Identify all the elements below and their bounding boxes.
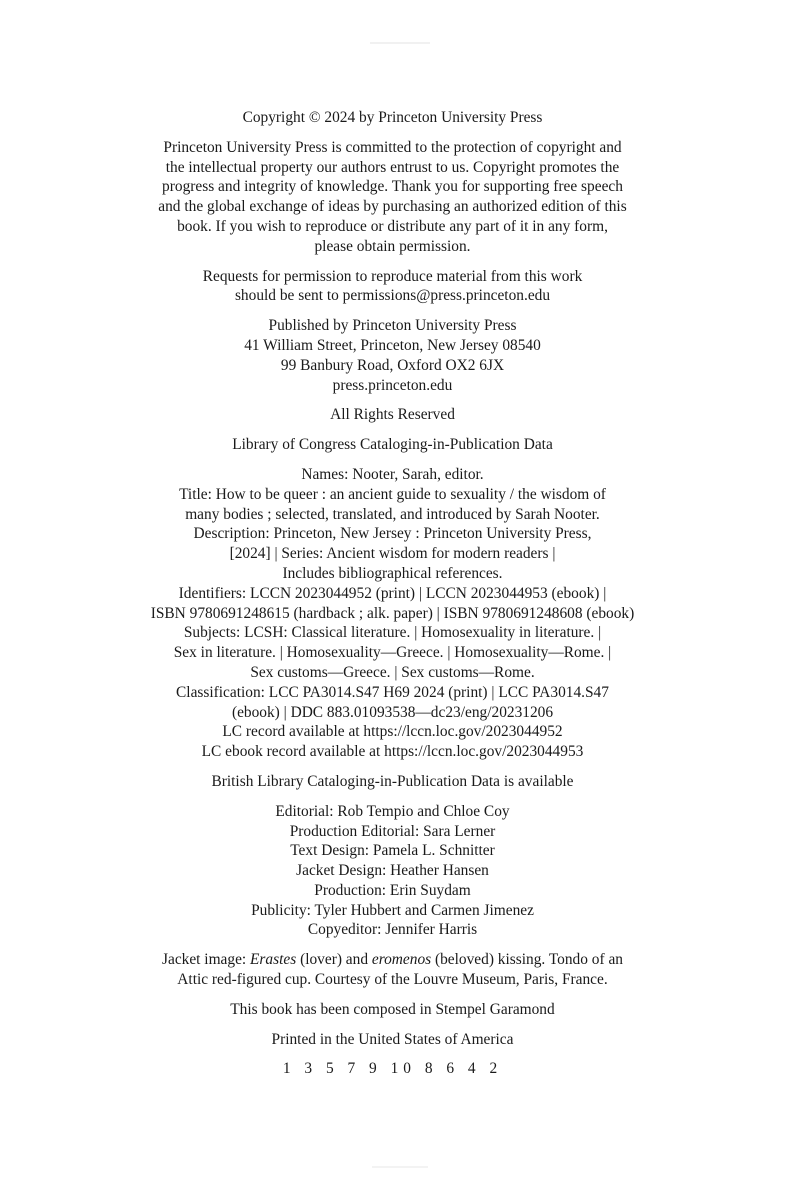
cip-line: Names: Nooter, Sarah, editor.	[301, 465, 484, 483]
cip-line: Includes bibliographical references.	[282, 564, 503, 582]
credit-line: Publicity: Tyler Hubbert and Carmen Jimenez	[251, 901, 534, 919]
typeface-note	[100, 1000, 685, 1020]
cip-line: ISBN 9780691248615 (hardback ; alk. paper) | ISBN 9780691248608 (ebook)	[150, 604, 635, 622]
publisher-address	[100, 316, 685, 395]
copyright-line: Copyright © 2024 by Princeton University Press	[242, 109, 543, 126]
publisher-line: 41 William Street, Princeton, New Jersey 08540	[244, 336, 541, 354]
cip-line: [2024] | Series: Ancient wisdom for modern readers |	[229, 545, 556, 563]
requests-line: should be sent to permissions@press.princeton.edu	[234, 287, 551, 305]
commitment-line: progress and integrity of knowledge. Thank you for supporting free speech	[162, 178, 623, 196]
rights-reserved	[100, 405, 685, 425]
permission-requests	[100, 267, 685, 307]
cip-line: LC ebook record available at https://lccn.loc.gov/2023044953	[201, 743, 584, 761]
credit-line: Text Design: Pamela L. Schnitter	[290, 842, 495, 860]
cip-line: Identifiers: LCCN 2023044952 (print) | LCCN 2023044953 (ebook) |	[178, 584, 607, 602]
cip-line: (ebook) | DDC 883.01093538—dc23/eng/20231206	[231, 703, 554, 721]
credit-line: Production: Erin Suydam	[314, 881, 471, 899]
requests-line: Requests for permission to reproduce material from this work	[202, 267, 583, 285]
printing-country	[100, 1030, 685, 1050]
jacket-label: Jacket image:	[162, 951, 251, 969]
credit-line: Jacket Design: Heather Hansen	[296, 862, 489, 880]
commitment-line: and the global exchange of ideas by purchasing an authorized edition of this	[158, 198, 627, 216]
publisher-line: Published by Princeton University Press	[268, 317, 517, 335]
commitment-line: Princeton University Press is committed to the protection of copyright and	[163, 138, 622, 156]
jacket-image-credit	[100, 950, 685, 990]
copyright-text-column	[100, 108, 685, 1089]
print-line-numbers: 1 3 5 7 9 10 8 6 4 2	[282, 1060, 503, 1078]
page-top-mark	[370, 42, 430, 44]
credit-line: Production Editorial: Sara Lerner	[289, 822, 496, 840]
jacket-line-1	[100, 950, 685, 970]
cip-line: Sex in literature. | Homosexuality—Greece. | Homosexuality—Rome. |	[173, 644, 612, 662]
jacket-erastes: Erastes	[250, 951, 297, 969]
lc-heading-line: Library of Congress Cataloging-in-Publication Data	[232, 436, 553, 454]
british-library-line: British Library Cataloging-in-Publication Data is available	[211, 772, 574, 790]
cip-line: Description: Princeton, New Jersey : Princeton University Press,	[193, 525, 592, 543]
printed-line: Printed in the United States of America	[271, 1030, 514, 1048]
cip-line: Classification: LCC PA3014.S47 H69 2024 (print) | LCC PA3014.S47	[176, 683, 609, 701]
lc-heading	[100, 435, 685, 455]
copyright-notice	[100, 108, 685, 128]
jacket-line-2: Attic red-figured cup. Courtesy of the Louvre Museum, Paris, France.	[177, 971, 608, 989]
jacket-lover: (lover) and	[296, 951, 372, 969]
cip-data	[100, 465, 685, 762]
production-credits	[100, 802, 685, 941]
cip-line: many bodies ; selected, translated, and introduced by Sarah Nooter.	[185, 505, 600, 523]
printer-key	[100, 1059, 685, 1079]
publisher-line: press.princeton.edu	[332, 376, 453, 394]
cip-line: LC record available at https://lccn.loc.gov/2023044952	[222, 723, 563, 741]
cip-line: Sex customs—Greece. | Sex customs—Rome.	[250, 663, 535, 681]
jacket-eromenos: eromenos	[371, 951, 432, 969]
commitment-line: please obtain permission.	[314, 237, 471, 255]
composed-line: This book has been composed in Stempel Garamond	[230, 1000, 555, 1018]
commitment-line: book. If you wish to reproduce or distribute any part of it in any form,	[177, 217, 608, 235]
british-library-note	[100, 772, 685, 792]
commitment-paragraph	[100, 138, 685, 257]
credit-line: Editorial: Rob Tempio and Chloe Coy	[275, 802, 510, 820]
page-bottom-mark	[372, 1166, 428, 1168]
cip-line: Subjects: LCSH: Classical literature. | Homosexuality in literature. |	[183, 624, 602, 642]
rights-line: All Rights Reserved	[330, 406, 455, 424]
commitment-line: the intellectual property our authors entrust to us. Copyright promotes the	[165, 158, 620, 176]
cip-line: Title: How to be queer : an ancient guide to sexuality / the wisdom of	[179, 485, 606, 503]
credit-line: Copyeditor: Jennifer Harris	[307, 921, 478, 939]
publisher-line: 99 Banbury Road, Oxford OX2 6JX	[280, 356, 505, 374]
jacket-rest: (beloved) kissing. Tondo of an	[431, 951, 623, 969]
